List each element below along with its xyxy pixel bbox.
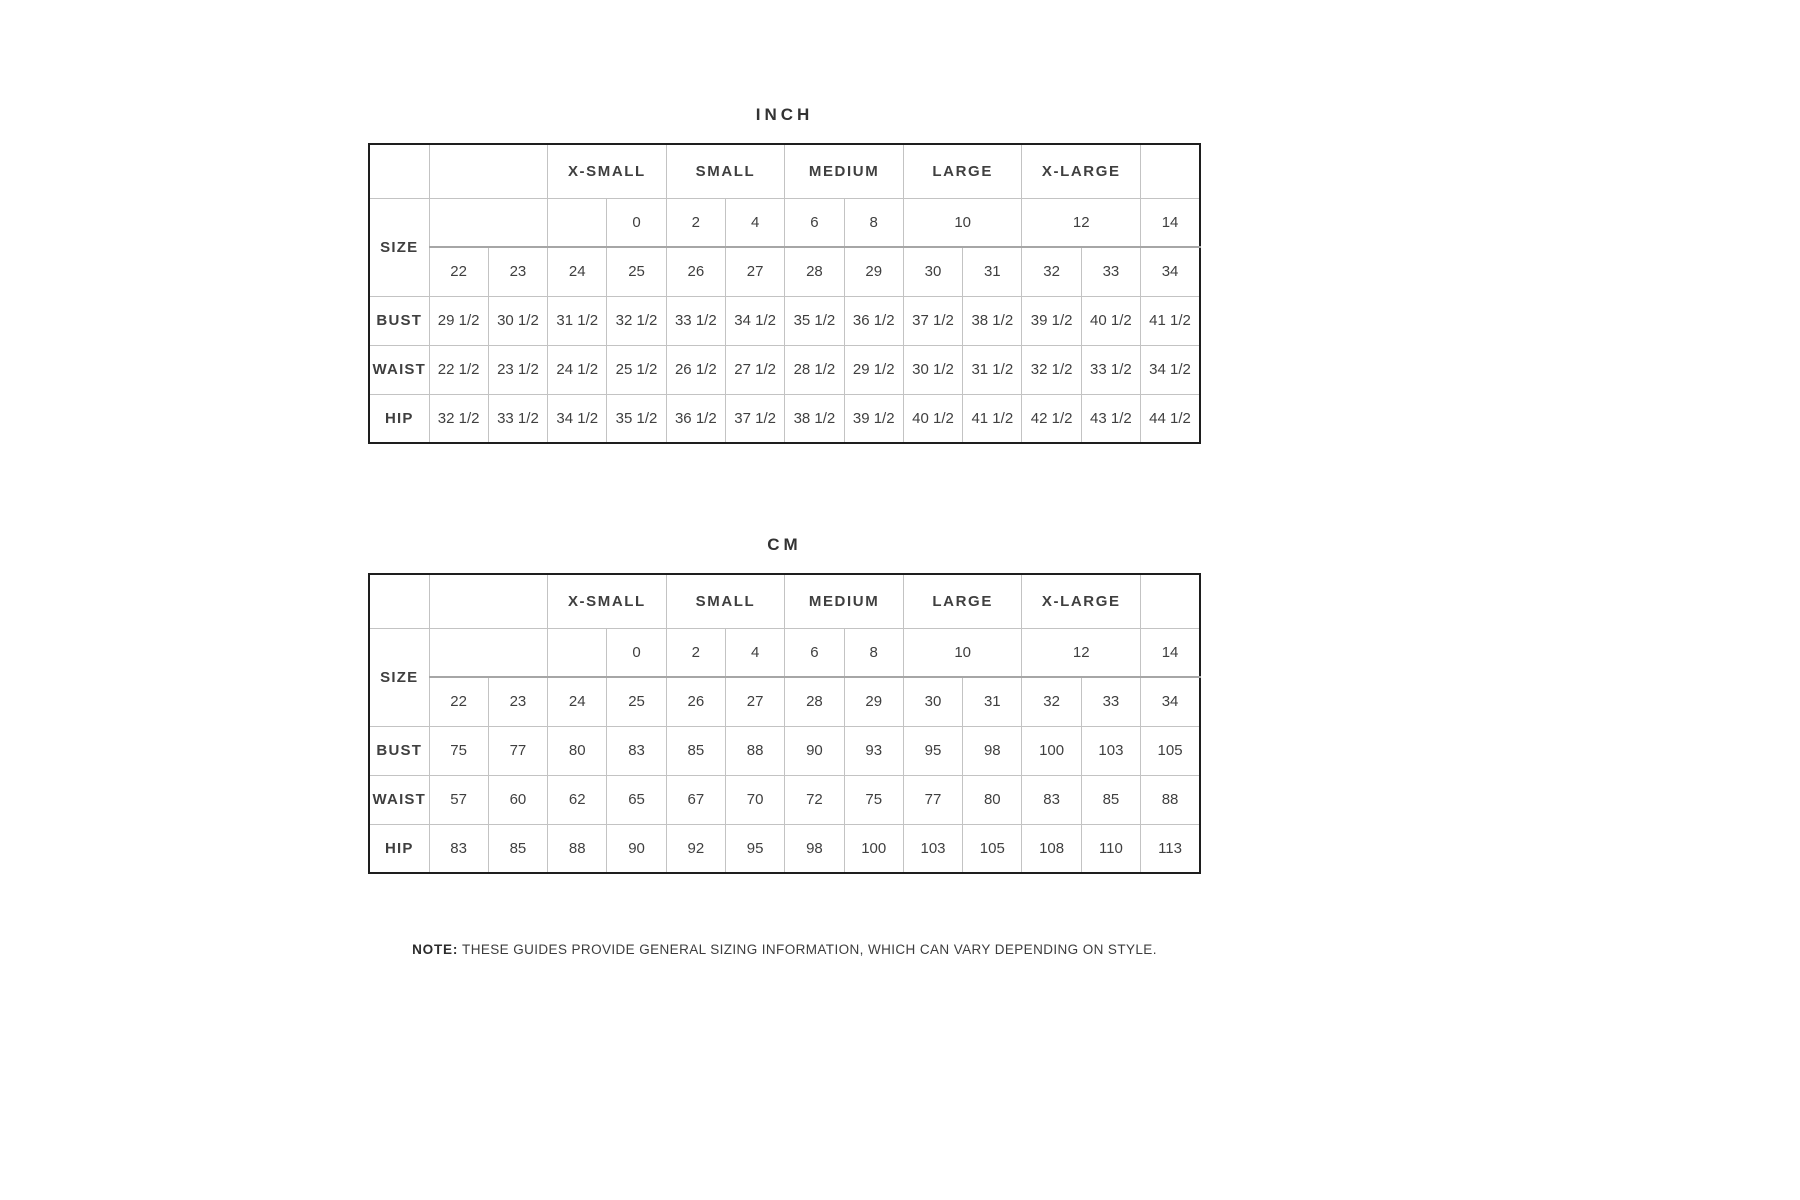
measurement-cell: 26 1/2 — [666, 345, 725, 394]
measurement-cell: 60 — [488, 775, 547, 824]
measurement-cell: 103 — [903, 824, 962, 873]
size-group-header: MEDIUM — [785, 144, 904, 198]
size-group-header: LARGE — [903, 574, 1022, 628]
measurement-cell: 41 1/2 — [1141, 296, 1200, 345]
alt-size-cell: 26 — [666, 247, 725, 296]
measurement-cell: 29 1/2 — [429, 296, 488, 345]
sizing-note-label: NOTE: — [412, 942, 459, 957]
measurement-cell: 62 — [548, 775, 607, 824]
numeric-size-cell: 4 — [725, 198, 784, 247]
measurement-cell: 67 — [666, 775, 725, 824]
measurement-cell: 34 1/2 — [1141, 345, 1200, 394]
cm-table-container — [368, 573, 1201, 874]
measurement-cell: 31 1/2 — [548, 296, 607, 345]
measurement-cell: 30 1/2 — [903, 345, 962, 394]
measurement-cell: 33 1/2 — [666, 296, 725, 345]
measurement-cell: 110 — [1081, 824, 1140, 873]
measurement-cell: 37 1/2 — [725, 394, 784, 443]
measurement-cell: 75 — [844, 775, 903, 824]
spacer-cell — [548, 628, 607, 677]
measurement-cell: 41 1/2 — [963, 394, 1022, 443]
numeric-size-cell: 8 — [844, 198, 903, 247]
alt-size-cell: 34 — [1141, 247, 1200, 296]
measurement-cell: 92 — [666, 824, 725, 873]
numeric-size-cell: 0 — [607, 628, 666, 677]
measurement-cell: 75 — [429, 726, 488, 775]
measurement-cell: 40 1/2 — [1081, 296, 1140, 345]
measurement-cell: 93 — [844, 726, 903, 775]
alt-size-cell: 24 — [548, 247, 607, 296]
numeric-size-cell: 6 — [785, 628, 844, 677]
alt-size-cell: 31 — [963, 677, 1022, 726]
measurement-cell: 32 1/2 — [607, 296, 666, 345]
measurement-cell: 95 — [725, 824, 784, 873]
measurement-cell: 29 1/2 — [844, 345, 903, 394]
alt-size-cell: 30 — [903, 677, 962, 726]
measurement-cell: 65 — [607, 775, 666, 824]
alt-size-cell: 34 — [1141, 677, 1200, 726]
alt-size-cell: 25 — [607, 247, 666, 296]
alt-size-cell: 25 — [607, 677, 666, 726]
size-group-header: LARGE — [903, 144, 1022, 198]
measurement-cell: 35 1/2 — [607, 394, 666, 443]
measurement-cell: 22 1/2 — [429, 345, 488, 394]
size-group-header: X-SMALL — [548, 144, 667, 198]
cm-size-guide-section — [368, 534, 1201, 874]
measurement-cell: 57 — [429, 775, 488, 824]
alt-size-cell: 26 — [666, 677, 725, 726]
measurement-row-label: WAIST — [369, 345, 429, 394]
measurement-cell: 80 — [963, 775, 1022, 824]
size-table-inch — [368, 143, 1201, 444]
inch-table-title: INCH — [755, 105, 814, 124]
measurement-cell: 39 1/2 — [1022, 296, 1081, 345]
size-group-header: SMALL — [666, 574, 785, 628]
measurement-cell: 36 1/2 — [844, 296, 903, 345]
numeric-size-cell: 0 — [607, 198, 666, 247]
measurement-cell: 88 — [1141, 775, 1200, 824]
measurement-cell: 38 1/2 — [963, 296, 1022, 345]
numeric-size-cell: 12 — [1022, 198, 1141, 247]
alt-size-cell: 31 — [963, 247, 1022, 296]
measurement-cell: 72 — [785, 775, 844, 824]
alt-size-cell: 27 — [725, 247, 784, 296]
size-group-header: X-LARGE — [1022, 144, 1141, 198]
measurement-cell: 36 1/2 — [666, 394, 725, 443]
measurement-row-label: BUST — [369, 296, 429, 345]
measurement-cell: 90 — [785, 726, 844, 775]
spacer-cell — [429, 198, 548, 247]
spacer-cell — [429, 628, 548, 677]
numeric-size-cell: 6 — [785, 198, 844, 247]
measurement-row-label: WAIST — [369, 775, 429, 824]
measurement-cell: 98 — [963, 726, 1022, 775]
spacer-cell — [548, 198, 607, 247]
measurement-cell: 83 — [607, 726, 666, 775]
spacer-cell — [1141, 574, 1200, 628]
measurement-cell: 85 — [666, 726, 725, 775]
measurement-cell: 85 — [1081, 775, 1140, 824]
alt-size-cell: 33 — [1081, 247, 1140, 296]
numeric-size-cell: 12 — [1022, 628, 1141, 677]
measurement-cell: 83 — [429, 824, 488, 873]
measurement-cell: 98 — [785, 824, 844, 873]
numeric-size-cell: 4 — [725, 628, 784, 677]
measurement-cell: 38 1/2 — [785, 394, 844, 443]
measurement-cell: 113 — [1141, 824, 1200, 873]
sizing-note-text: THESE GUIDES PROVIDE GENERAL SIZING INFORMATION, WHICH CAN VARY DEPENDING ON STYLE. — [462, 942, 1157, 957]
measurement-cell: 32 1/2 — [1022, 345, 1081, 394]
alt-size-cell: 32 — [1022, 247, 1081, 296]
measurement-cell: 44 1/2 — [1141, 394, 1200, 443]
measurement-row-label: HIP — [369, 394, 429, 443]
alt-size-cell: 27 — [725, 677, 784, 726]
alt-size-cell: 28 — [785, 677, 844, 726]
inch-table-container — [368, 143, 1201, 444]
measurement-cell: 80 — [548, 726, 607, 775]
measurement-cell: 37 1/2 — [903, 296, 962, 345]
measurement-cell: 105 — [963, 824, 1022, 873]
measurement-cell: 31 1/2 — [963, 345, 1022, 394]
measurement-cell: 33 1/2 — [488, 394, 547, 443]
alt-size-cell: 29 — [844, 677, 903, 726]
numeric-size-cell: 2 — [666, 198, 725, 247]
measurement-cell: 24 1/2 — [548, 345, 607, 394]
size-group-header: X-SMALL — [548, 574, 667, 628]
measurement-cell: 35 1/2 — [785, 296, 844, 345]
measurement-cell: 83 — [1022, 775, 1081, 824]
measurement-cell: 30 1/2 — [488, 296, 547, 345]
measurement-cell: 88 — [725, 726, 784, 775]
size-group-header: X-LARGE — [1022, 574, 1141, 628]
cm-table-title: CM — [767, 535, 802, 554]
measurement-cell: 70 — [725, 775, 784, 824]
measurement-cell: 43 1/2 — [1081, 394, 1140, 443]
measurement-row-label: HIP — [369, 824, 429, 873]
alt-size-cell: 30 — [903, 247, 962, 296]
measurement-cell: 77 — [488, 726, 547, 775]
measurement-cell: 100 — [1022, 726, 1081, 775]
measurement-row-label: BUST — [369, 726, 429, 775]
measurement-cell: 100 — [844, 824, 903, 873]
size-group-header: SMALL — [666, 144, 785, 198]
measurement-cell: 42 1/2 — [1022, 394, 1081, 443]
measurement-cell: 108 — [1022, 824, 1081, 873]
sizing-note — [368, 941, 1201, 959]
measurement-cell: 33 1/2 — [1081, 345, 1140, 394]
measurement-cell: 34 1/2 — [548, 394, 607, 443]
numeric-size-cell: 8 — [844, 628, 903, 677]
spacer-cell — [429, 144, 548, 198]
measurement-cell: 40 1/2 — [903, 394, 962, 443]
alt-size-cell: 23 — [488, 677, 547, 726]
alt-size-cell: 22 — [429, 677, 488, 726]
measurement-cell: 28 1/2 — [785, 345, 844, 394]
measurement-cell: 34 1/2 — [725, 296, 784, 345]
alt-size-cell: 24 — [548, 677, 607, 726]
measurement-cell: 27 1/2 — [725, 345, 784, 394]
size-group-header: MEDIUM — [785, 574, 904, 628]
numeric-size-cell: 14 — [1141, 198, 1200, 247]
measurement-cell: 95 — [903, 726, 962, 775]
measurement-cell: 25 1/2 — [607, 345, 666, 394]
alt-size-cell: 23 — [488, 247, 547, 296]
numeric-size-cell: 2 — [666, 628, 725, 677]
measurement-cell: 88 — [548, 824, 607, 873]
measurement-cell: 85 — [488, 824, 547, 873]
alt-size-cell: 28 — [785, 247, 844, 296]
size-row-label: SIZE — [369, 628, 429, 726]
measurement-cell: 90 — [607, 824, 666, 873]
alt-size-cell: 33 — [1081, 677, 1140, 726]
corner-cell — [369, 144, 429, 198]
alt-size-cell: 22 — [429, 247, 488, 296]
size-row-label: SIZE — [369, 198, 429, 296]
numeric-size-cell: 14 — [1141, 628, 1200, 677]
spacer-cell — [429, 574, 548, 628]
inch-size-guide-section — [368, 104, 1201, 444]
alt-size-cell: 29 — [844, 247, 903, 296]
measurement-cell: 105 — [1141, 726, 1200, 775]
numeric-size-cell: 10 — [903, 628, 1022, 677]
measurement-cell: 39 1/2 — [844, 394, 903, 443]
alt-size-cell: 32 — [1022, 677, 1081, 726]
corner-cell — [369, 574, 429, 628]
measurement-cell: 77 — [903, 775, 962, 824]
numeric-size-cell: 10 — [903, 198, 1022, 247]
measurement-cell: 32 1/2 — [429, 394, 488, 443]
measurement-cell: 23 1/2 — [488, 345, 547, 394]
measurement-cell: 103 — [1081, 726, 1140, 775]
size-table-cm — [368, 573, 1201, 874]
spacer-cell — [1141, 144, 1200, 198]
